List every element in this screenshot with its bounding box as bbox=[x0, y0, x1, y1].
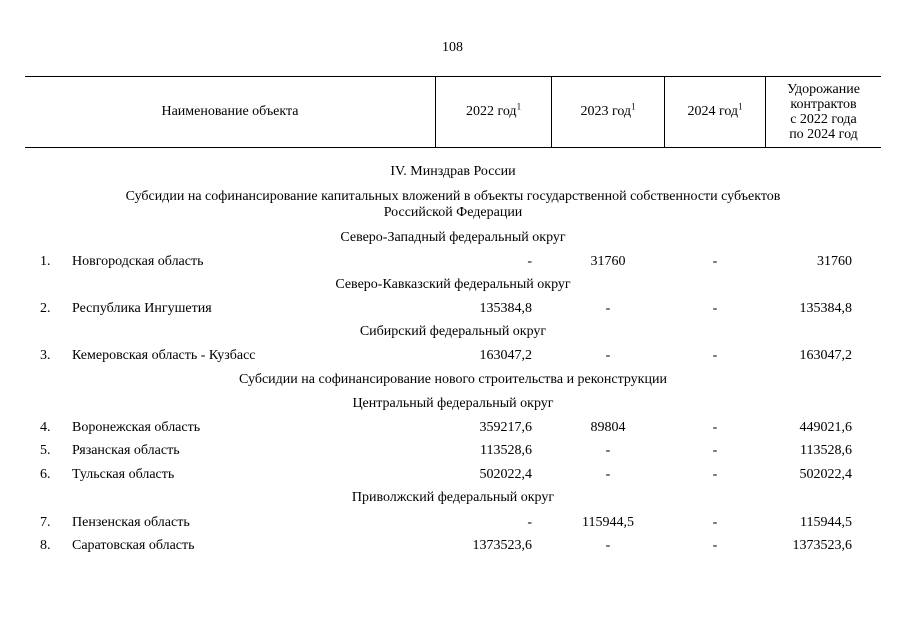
table-row: 2. Республика Ингушетия 135384,8 - - 135384,8 bbox=[40, 301, 852, 316]
page-number: 108 bbox=[442, 40, 463, 55]
table-header-bottom-rule bbox=[25, 147, 881, 148]
subsidy-heading: Субсидии на софинансирование нового строительства и реконструкции bbox=[239, 372, 667, 387]
header-object-name: Наименование объекта bbox=[161, 104, 299, 119]
table-row: 5. Рязанская область 113528,6 - - 113528,6 bbox=[40, 443, 852, 458]
section-ministry: IV. Минздрав России bbox=[390, 164, 516, 179]
footnote-marker: 1 bbox=[631, 101, 636, 112]
district-heading: Центральный федеральный округ bbox=[352, 396, 554, 411]
district-heading: Приволжский федеральный округ bbox=[351, 490, 555, 505]
subsidy-heading: Субсидии на софинансирование капитальных вложений в объекты государственной собственности субъектов bbox=[125, 189, 781, 204]
district-heading: Сибирский федеральный округ bbox=[359, 324, 547, 339]
header-year-2022: 2022 год$^1$ bbox=[465, 101, 522, 119]
header-year-2024: 2024 год$^1$ bbox=[687, 101, 743, 119]
table-row: 8. Саратовская область 1373523,6 - - 1373523,6 bbox=[40, 538, 852, 553]
district-heading: Северо-Кавказский федеральный округ bbox=[335, 277, 571, 292]
table-row: 3. Кемеровская область - Кузбасс 163047,2 - - 163047,2 bbox=[40, 348, 852, 363]
subsidy-heading-cont: Российской Федерации bbox=[383, 205, 523, 220]
table-row: 1. Новгородская область - 31760 - 31760 bbox=[40, 254, 852, 269]
header-year-2023: 2023 год$^1$ bbox=[580, 101, 636, 119]
header-cost-increase: Удорожание контрактов с 2022 года по 2024 год bbox=[787, 81, 860, 142]
footnote-marker: 1 bbox=[738, 101, 743, 112]
table-row: 6. Тульская область 502022,4 - - 502022,4 bbox=[40, 467, 852, 482]
table-row: 4. Воронежская область 359217,6 89804 - 449021,6 bbox=[40, 420, 852, 435]
district-heading: Северо-Западный федеральный округ bbox=[340, 230, 566, 245]
footnote-marker: 1 bbox=[516, 101, 522, 112]
table-row: 7. Пензенская область - 115944,5 - 115944,5 bbox=[40, 515, 852, 530]
